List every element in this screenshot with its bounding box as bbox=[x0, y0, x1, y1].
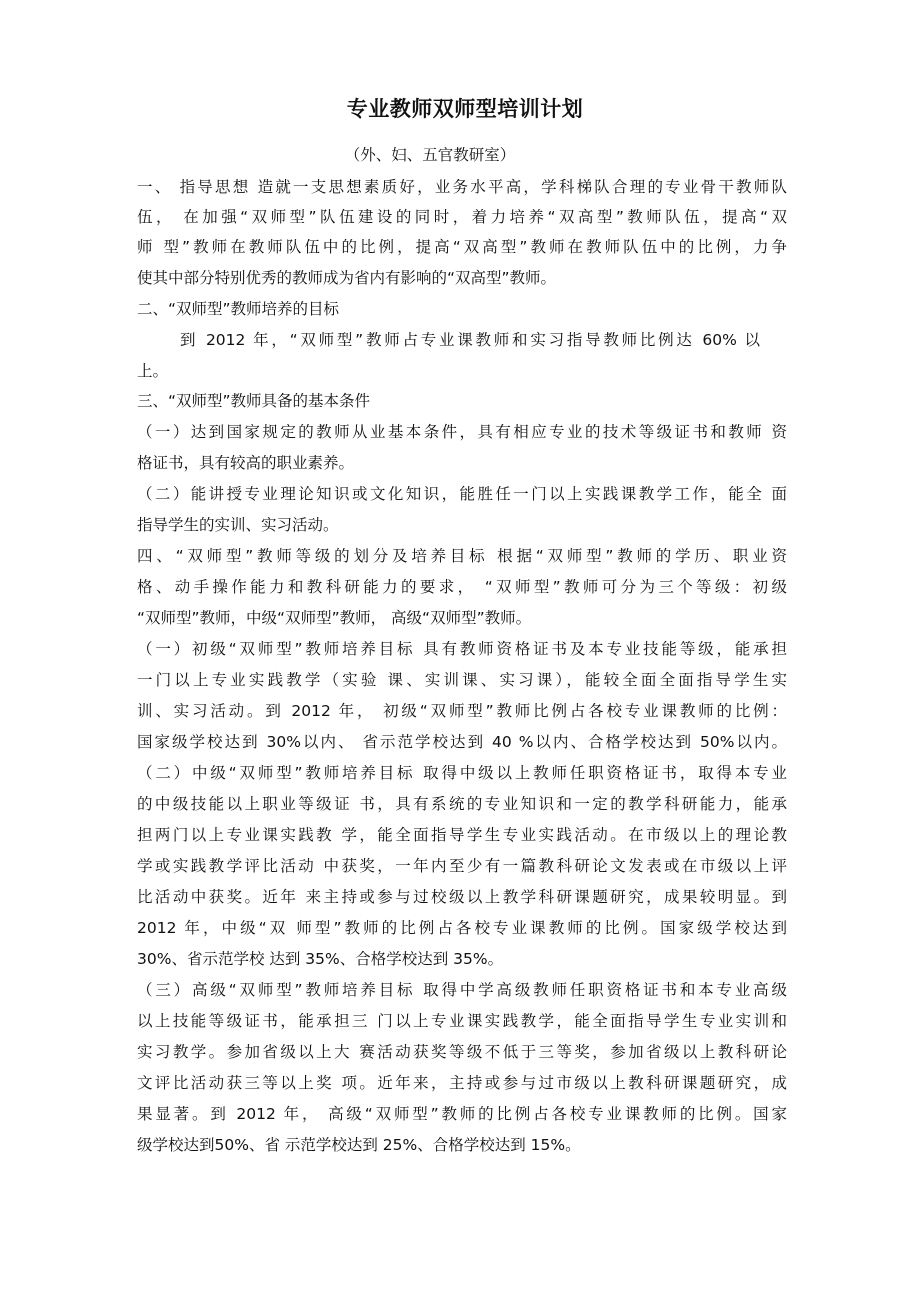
body-line: 的中级技能以上职业等级证 书，具有系统的专业知识和一定的教学科研能力，能承 bbox=[137, 795, 787, 813]
section-heading: 四、“双师型”教师等级的划分及培养目标 根据“双师型”教师的学历、职业资 bbox=[137, 547, 787, 565]
body-line: 以上技能等级证书，能承担三 门以上专业课实践教学，能全面指导学生专业实训和 bbox=[137, 1012, 787, 1030]
body-line: 30%、省示范学校 达到 35%、合格学校达到 35%。 bbox=[137, 950, 504, 968]
body-line: 格证书，具有较高的职业素养。 bbox=[137, 454, 355, 472]
body-line: （一）达到国家规定的教师从业基本条件，具有相应专业的技术等级证书和教师 资 bbox=[137, 423, 787, 441]
body-line: 学或实践教学评比活动 中获奖，一年内至少有一篇教科研论文发表或在市级以上评 bbox=[137, 857, 787, 875]
body-line: 级学校达到50%、省 示范学校达到 25%、合格学校达到 15%。 bbox=[137, 1136, 581, 1154]
body-line: 上。 bbox=[137, 362, 169, 380]
body-line: 使其中部分特别优秀的教师成为省内有影响的“双高型”教师。 bbox=[137, 269, 557, 287]
body-line: 果显著。到 2012 年， 高级“双师型”教师的比例占各校专业课教师的比例。国家 bbox=[137, 1105, 787, 1123]
document-subtitle: （外、妇、五官教研室） bbox=[344, 146, 516, 164]
section-heading: 三、“双师型”教师具备的基本条件 bbox=[137, 392, 371, 410]
section-heading: 二、“双师型”教师培养的目标 bbox=[137, 300, 340, 318]
body-line: 国家级学校达到 30%以内、 省示范学校达到 40 %以内、合格学校达到 50%以内。 bbox=[137, 733, 787, 751]
body-line: （二）中级“双师型”教师培养目标 取得中级以上教师任职资格证书，取得本专业 bbox=[137, 764, 787, 782]
body-line: 2012 年，中级“双 师型”教师的比例占各校专业课教师的比例。国家级学校达到 bbox=[137, 919, 787, 937]
body-line: 文评比活动获三等以上奖 项。近年来，主持或参与过市级以上教科研课题研究，成 bbox=[137, 1074, 787, 1092]
body-line: 伍， 在加强“双师型”队伍建设的同时，着力培养“双高型”教师队伍，提高“双 bbox=[137, 208, 787, 226]
body-line: 实习教学。参加省级以上大 赛活动获奖等级不低于三等奖，参加省级以上教科研论 bbox=[137, 1043, 787, 1061]
body-line: （二）能讲授专业理论知识或文化知识，能胜任一门以上实践课教学工作，能全 面 bbox=[137, 485, 787, 503]
body-line: 到 2012 年，“双师型”教师占专业课教师和实习指导教师比例达 60% 以 bbox=[180, 331, 760, 349]
body-line: 一、 指导思想 造就一支思想素质好，业务水平高，学科梯队合理的专业骨干教师队 bbox=[137, 178, 787, 196]
document-title: 专业教师双师型培训计划 bbox=[346, 97, 584, 121]
body-line: 一门以上专业实践教学（实验 课、实训课、实习课），能较全面全面指导学生实 bbox=[137, 671, 787, 689]
body-line: 训、实习活动。到 2012 年， 初级“双师型”教师比例占各校专业课教师的比例： bbox=[137, 702, 787, 720]
body-line: 担两门以上专业课实践教 学，能全面指导学生专业实践活动。在市级以上的理论教 bbox=[137, 826, 787, 844]
body-line: 比活动中获奖。近年 来主持或参与过校级以上教学科研课题研究，成果较明显。到 bbox=[137, 888, 787, 906]
body-line: “双师型”教师，中级“双师型”教师， 高级“双师型”教师。 bbox=[137, 609, 532, 627]
body-line: 格、动手操作能力和教科研能力的要求， “双师型”教师可分为三个等级：初级 bbox=[137, 578, 787, 596]
body-line: （三）高级“双师型”教师培养目标 取得中学高级教师任职资格证书和本专业高级 bbox=[137, 981, 787, 999]
body-line: 指导学生的实训、实习活动。 bbox=[137, 516, 339, 534]
body-line: （一）初级“双师型”教师培养目标 具有教师资格证书及本专业技能等级，能承担 bbox=[137, 640, 787, 658]
body-line: 师 型”教师在教师队伍中的比例，提高“双高型”教师在教师队伍中的比例，力争 bbox=[137, 238, 787, 256]
